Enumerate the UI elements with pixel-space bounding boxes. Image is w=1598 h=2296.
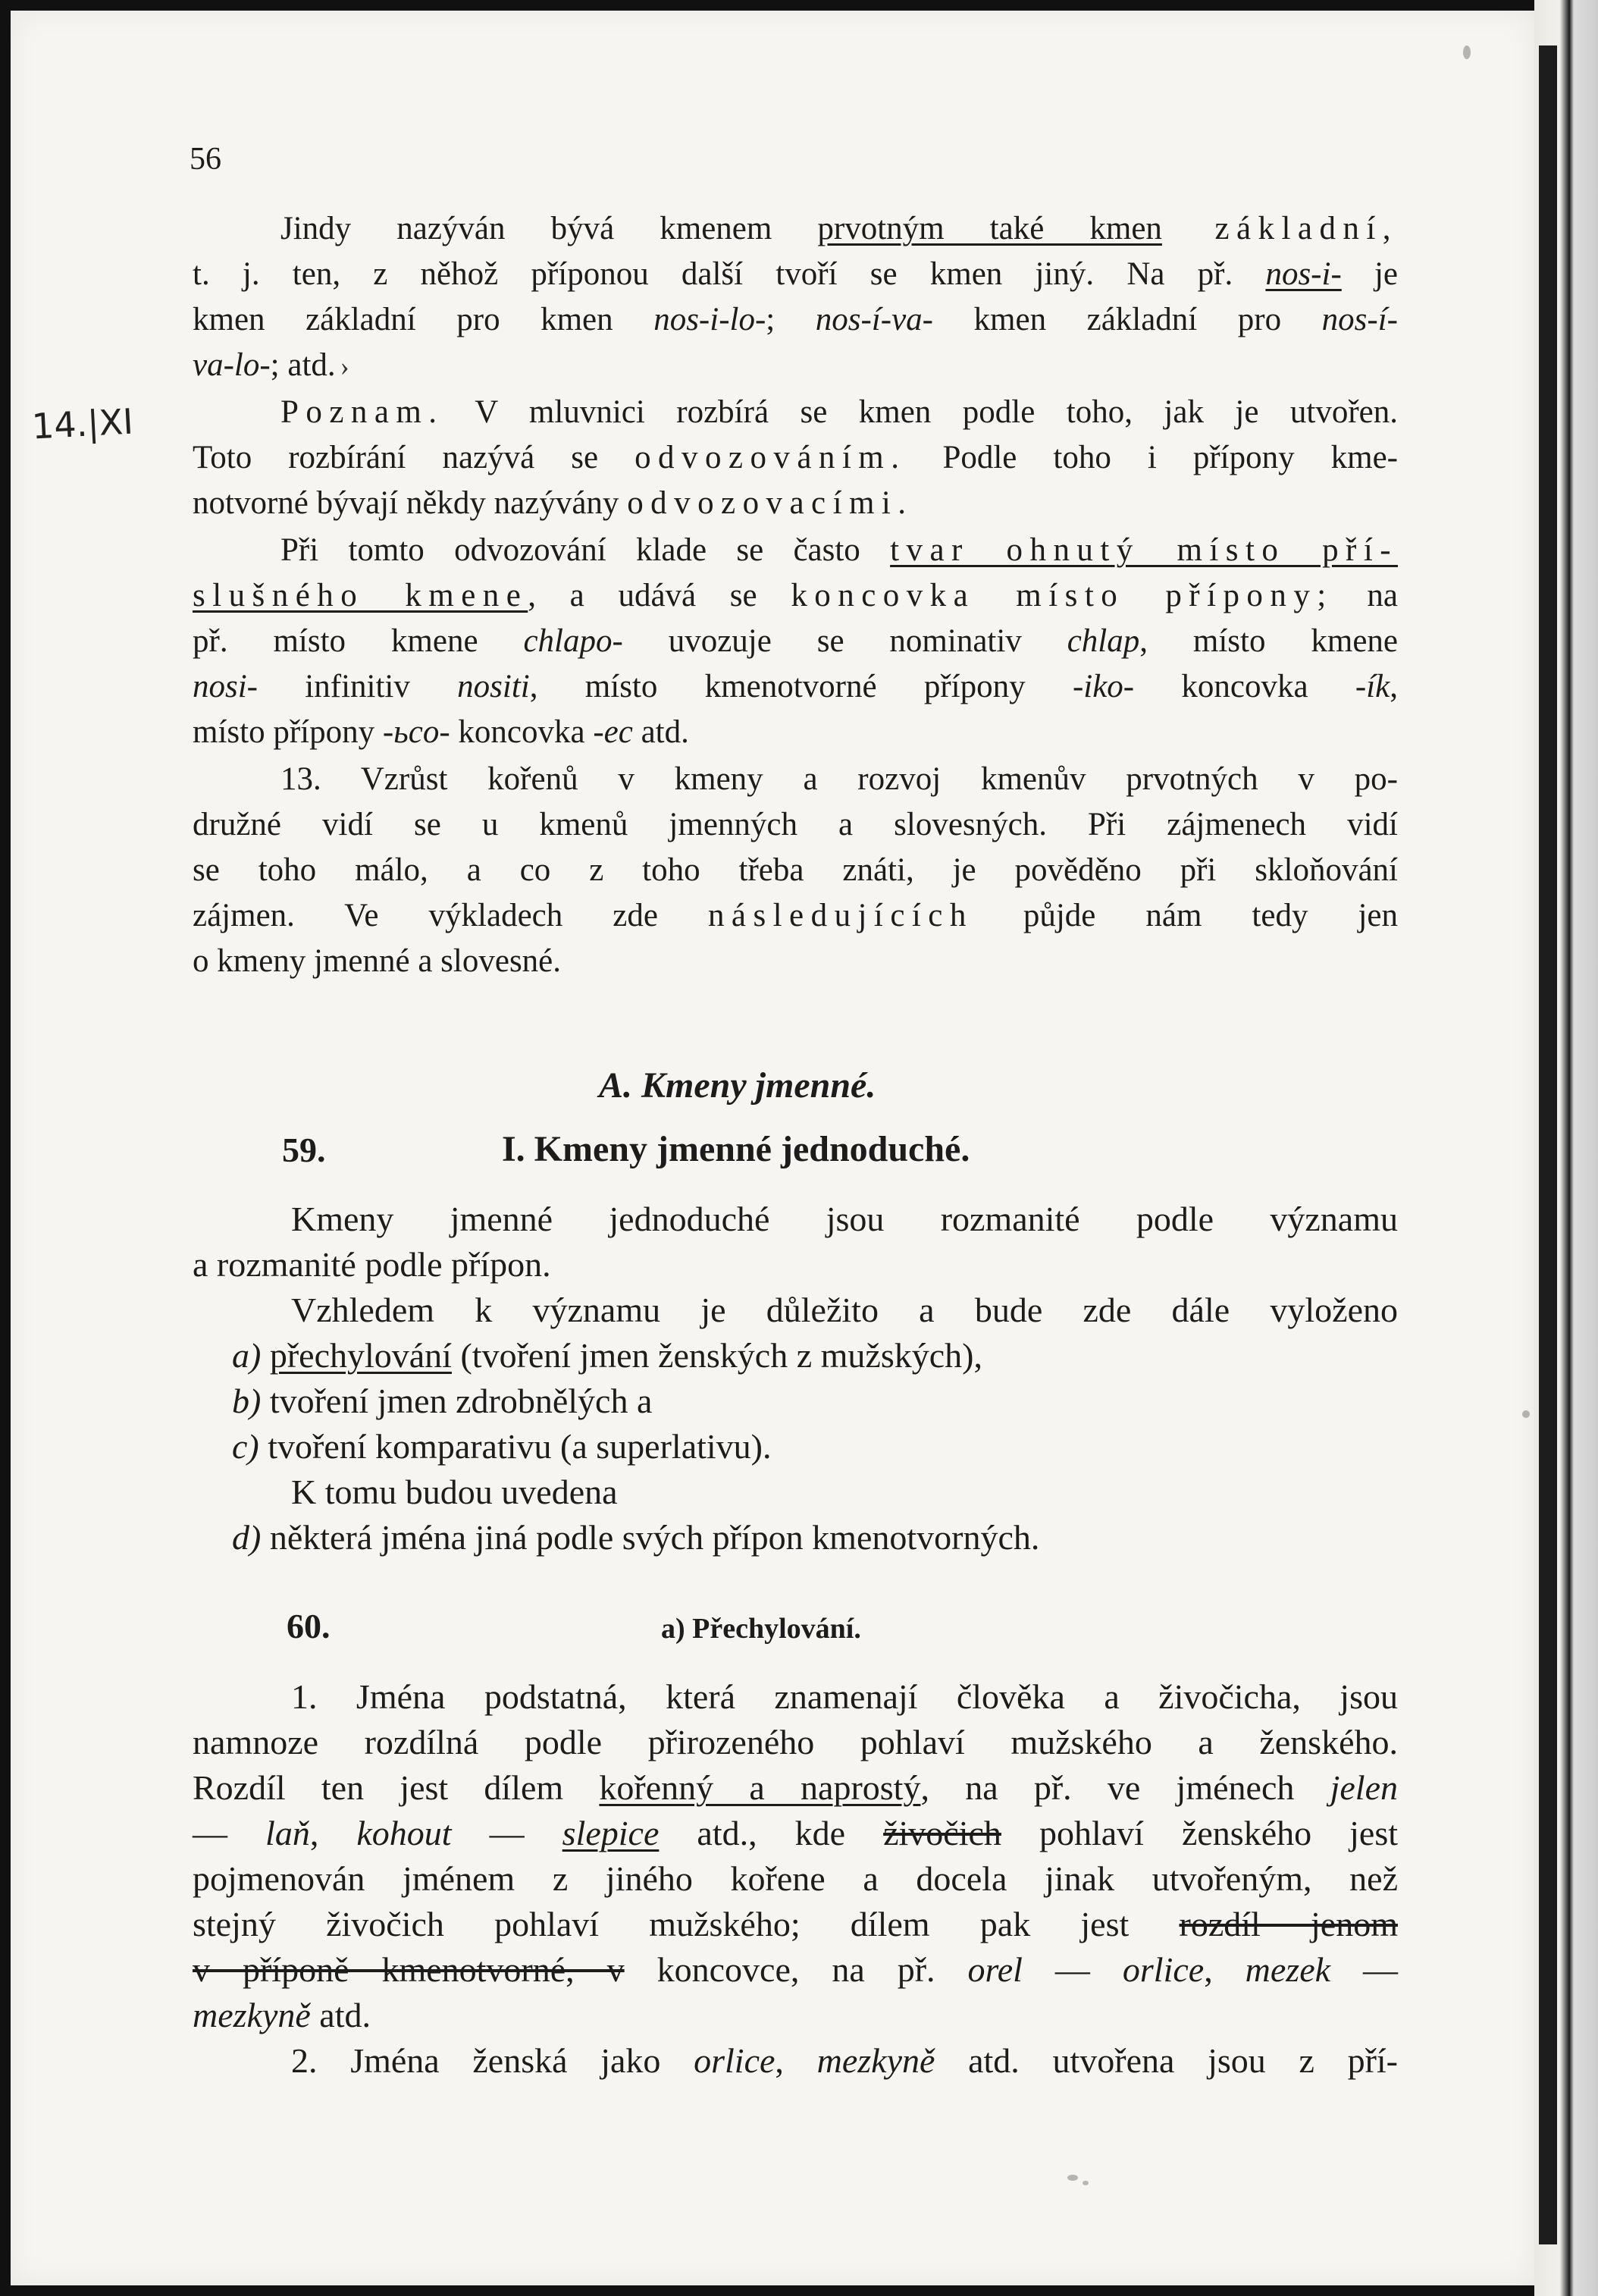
text-line: — laň, kohout — slepice atd., kde živočich pohlaví ženského jest	[193, 1814, 1399, 1852]
page-number: 56	[190, 142, 221, 177]
text-line: kmen základní pro kmen nos-i-lo-; nos-í-va- kmen základní pro nos-í-	[193, 302, 1398, 337]
text-line: družné vidí se u kmenů jmenných a slovesných. Při zájmenech vidí	[193, 807, 1398, 842]
text-line: 2. Jména ženská jako orlice, mezkyně atd. utvořena jsou z pří-	[291, 2041, 1398, 2080]
scan-speck	[1083, 2181, 1089, 2185]
text-line: Jindy nazýván bývá kmenem prvotným také kmen základní,	[280, 211, 1398, 246]
section-number: 59.	[282, 1131, 326, 1169]
scan-speck	[1522, 1410, 1530, 1418]
text-line: v příponě kmenotvorné, v koncovce, na př. orel — orlice, mezek —	[193, 1950, 1399, 1989]
text-line: zájmen. Ve výkladech zde následujících půjde nám tedy jen	[193, 898, 1398, 933]
text-line: t. j. ten, z něhož příponou další tvoří se kmen jiný. Na př. nos-i- je	[193, 256, 1398, 292]
text-line: Toto rozbírání nazývá se odvozováním. Podle toho i přípony kme-	[193, 440, 1398, 475]
text-line: Poznam. V mluvnici rozbírá se kmen podle toho, jak je utvořen.	[280, 394, 1398, 430]
text-line: mezkyně atd.	[193, 1996, 371, 2034]
scan-speck	[1463, 45, 1471, 59]
text-line: př. místo kmene chlapo- uvozuje se nominativ chlap, místo kmene	[193, 623, 1398, 659]
text-line: stejný živočich pohlaví mužského; dílem pak jest rozdíl jenom	[193, 1905, 1398, 1943]
section-number: 60.	[287, 1607, 331, 1645]
list-item: d) některá jména jiná podle svých přípon kmenotvorných.	[232, 1518, 1040, 1557]
text-line: Při tomto odvozování klade se často tvar ohnutý místo pří-	[280, 532, 1398, 568]
text-line: K tomu budou uvedena	[291, 1473, 618, 1511]
text-line: 13. Vzrůst kořenů v kmeny a rozvoj kmenův prvotných v po-	[280, 761, 1398, 797]
text-line: Vzhledem k významu je důležito a bude zde dále vyloženo	[291, 1291, 1398, 1329]
text-line: notvorné bývají někdy nazývány odvozovacími.	[193, 485, 913, 521]
text-line: slušného kmene, a udává se koncovka místo přípony; na	[193, 578, 1398, 613]
section-title: I. Kmeny jmenné jednoduché.	[502, 1129, 970, 1169]
binding-shadow	[1539, 45, 1557, 2244]
text-line: místo přípony -ьco- koncovka -ec atd.	[193, 714, 689, 750]
text-line: Kmeny jmenné jednoduché jsou rozmanité podle významu	[291, 1200, 1398, 1238]
section-title: a) Přechylování.	[661, 1613, 861, 1645]
text-line: a rozmanité podle přípon.	[193, 1245, 551, 1284]
text-line: 1. Jména podstatná, která znamenají člověka a živočicha, jsou	[291, 1677, 1398, 1716]
text-line: se toho málo, a co z toho třeba znáti, je pověděno při skloňování	[193, 852, 1398, 888]
text-line: Rozdíl ten jest dílem kořenný a naprostý, na př. ve jménech jelen	[193, 1768, 1398, 1807]
text-line: namnoze rozdílná podle přirozeného pohlaví mužského a ženského.	[193, 1723, 1398, 1761]
text-line: nosi- infinitiv nositi, místo kmenotvorné přípony -iko- koncovka -ík,	[193, 669, 1398, 704]
text-line: o kmeny jmenné a slovesné.	[193, 943, 562, 979]
list-item: b) tvoření jmen zdrobnělých a	[232, 1382, 653, 1420]
text-line: va-lo-; atd. ›	[193, 347, 349, 383]
text-line: pojmenován jménem z jiného kořene a docela jinak utvořeným, než	[193, 1859, 1398, 1898]
scan-speck	[1067, 2175, 1078, 2181]
list-item: c) tvoření komparativu (a superlativu).	[232, 1427, 772, 1466]
list-item: a) přechylování (tvoření jmen ženských z mužských),	[232, 1336, 982, 1375]
handwritten-margin-note: 14.|XI	[30, 400, 135, 447]
section-heading: A. Kmeny jmenné.	[599, 1065, 876, 1106]
